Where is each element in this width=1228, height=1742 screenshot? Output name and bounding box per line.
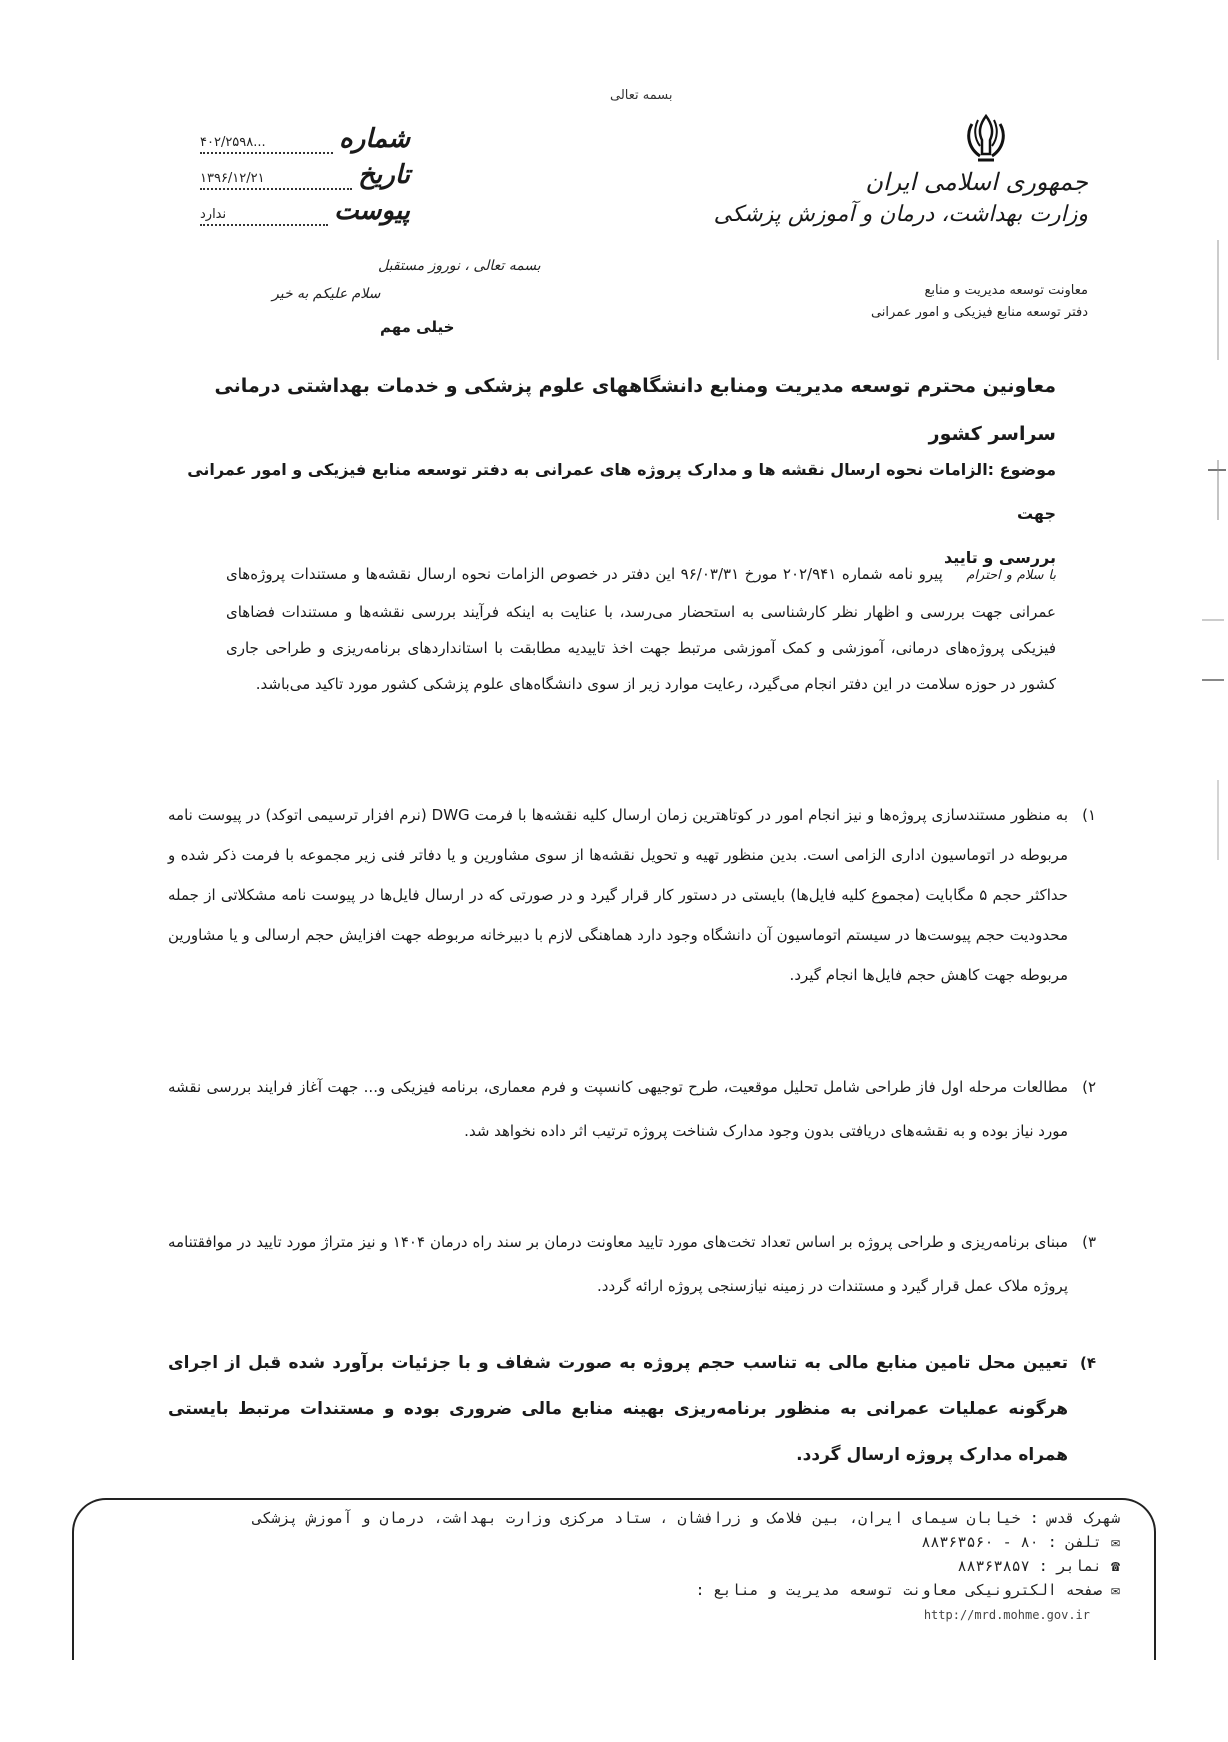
footer-url-row [110,1602,1120,1627]
letter-meta [200,118,410,226]
ministry-line2: وزارت بهداشت، درمان و آموزش پزشکی [713,202,1088,227]
item-text: به منظور مستندسازی پروژه‌ها و نیز انجام امور در کوتاهترین زمان ارسال کلیه نقشه‌ها با فرمت DWG (نرم افزار ترسیمی اتوکد) در پیوست نامه مربوطه در اتوماسیون اداری الزامی است. بدین منظور تهیه و تحویل نقشه‌ها از سوی مشاورین و یا دفاتر فنی زیر مجموعه با فرمت ذکر شده و حداکثر حجم ۵ مگابایت (مجموع کلیه فایل‌ها) بایستی در دستور کار قرار گیرد و در صورتی که در ارسال فایل‌ها در پیوست نامه مشکلاتی از جمله محدودیت حجم پیوست‌ها در سیستم اتوماسیون آن دانشگاه وجود دارد هماهنگی لازم با دبیرخانه مربوطه جهت افزایش حجم ارسالی و یا مشاورین مربوطه جهت کاهش حجم فایل‌ها انجام گیرد. [168,806,1069,984]
attachment-row [200,190,410,226]
subject-line1: موضوع :الزامات نحوه ارسال نقشه ها و مدارک پروژه های عمرانی به دفتر توسعه منابع فیزیکی و امور عمرانی جهت [187,460,1056,523]
priority-label: خیلی مهم [380,318,455,336]
item-number: ۴) [1079,1354,1096,1372]
scan-edge-marks [1188,240,1228,940]
footer-phone: ✉ تلفن : ۸۰ - ۸۸۳۶۳۵۶۰ [921,1533,1120,1551]
attachment-label: پیوست [334,196,410,226]
list-item [168,795,1096,995]
intro-text: پیرو نامه شماره ۲۰۲/۹۴۱ مورخ ۹۶/۰۳/۳۱ این دفتر در خصوص الزامات نحوه ارسال نقشه‌ها و مستندات پروژه‌های عمرانی جهت بررسی و اظهار نظر کارشناسی به استحضار می‌رسد، با عنایت به اینکه فرآیند بررسی نقشه‌ها و مستندات فضاهای فیزیکی پروژه‌های درمانی، آموزشی و کمک آموزشی مرتبط جهت اخذ تاییدیه مطابقت با استانداردهای برنامه‌ریزی و طراحی جاری کشور در حوزه سلامت در این دفتر انجام می‌گیرد، رعایت موارد زیر از سوی دانشگاه‌های علوم پزشکی کشور مورد تاکید می‌باشد. [226,565,1056,693]
fax-text: نمابر : ۸۸۳۶۳۸۵۷ [957,1557,1102,1575]
dept-line1: معاونت توسعه مدیریت و منابع [924,283,1088,298]
number-row [200,118,410,154]
handwritten-note-1: بسمه تعالی ، نوروز مستقبل [378,258,541,274]
number-label: شماره [339,124,410,154]
date-row [200,154,410,190]
ministry-header [714,168,1088,227]
recipient-line: معاونین محترم توسعه مدیریت ومنابع دانشگاههای علوم پزشکی و خدمات بهداشتی درمانی سراسر کشور [214,375,1056,445]
web-text: صفحه الکترونیکی معاونت توسعه مدیریت و منابع : [695,1581,1102,1599]
list-item [168,1065,1096,1153]
subject-line2: بررسی و تایید [944,548,1056,567]
footer-address: شهرک قدس : خیابان سیمای ایران، بین فلامک و زرافشان ، ستاد مرکزی وزارت بهداشت، درمان و آموزش پزشکی [253,1509,1120,1527]
department-header [871,280,1088,324]
item-number: ۲) [1082,1078,1096,1096]
list-item [168,1220,1096,1308]
footer-url[interactable]: http://mrd.mohme.gov.ir [923,1608,1090,1622]
phone-text: تلفن : ۸۰ - ۸۸۳۶۳۵۶۰ [921,1533,1102,1551]
bismillah: بسمه تعالی [610,88,673,103]
item-text: مطالعات مرحله اول فاز طراحی شامل تحلیل موقعیت، طرح توجیهی کانسپت و فرم معماری، برنامه فیزیکی و... جهت آغاز فرایند بررسی نقشه مورد نیاز بوده و به نقشه‌های دریافتی بدون وجود مدارک شناخت پروژه ترتیب اثر داده نخواهد شد. [168,1078,1068,1140]
intro-paragraph [226,556,1056,702]
item-text: تعیین محل تامین منابع مالی به تناسب حجم پروژه به صورت شفاف و با جزئیات برآورد شده قبل از اجرای هرگونه عملیات عمرانی به منظور برنامه‌ریزی بهینه منابع مالی ضروری بوده و مستندات مرتبط بایستی همراه مدارک پروژه ارسال گردد. [168,1353,1068,1465]
item-text: مبنای برنامه‌ریزی و طراحی پروژه بر اساس تعداد تخت‌های مورد تایید معاونت درمان بر سند راه درمان ۱۴۰۴ و نیز متراژ مورد تایید در موافقتنامه پروژه ملاک عمل قرار گیرد و مستندات در زمینه نیازسنجی پروژه ارائه گردد. [168,1233,1068,1295]
iran-emblem-icon [958,110,1014,166]
item-number: ۳) [1082,1233,1096,1251]
handwritten-note-2: سلام علیکم به خیر [272,286,381,302]
number-value: ۴۰۲/۲۵۹۸... [200,135,333,154]
dept-line2: دفتر توسعه منابع فیزیکی و امور عمرانی [870,305,1088,320]
date-label: تاریخ [358,160,410,190]
date-value: ۱۳۹۶/۱۲/۲۱ [200,171,352,190]
footer [110,1506,1120,1627]
salutation: با سلام و احترام [966,568,1057,583]
footer-fax: ☎ نمابر : ۸۸۳۶۳۸۵۷ [957,1557,1120,1575]
footer-web: ✉ صفحه الکترونیکی معاونت توسعه مدیریت و منابع : [695,1581,1120,1599]
list-item [168,1340,1096,1478]
item-number: ۱) [1082,806,1096,824]
ministry-line1: جمهوری اسلامی ایران [865,168,1088,196]
attachment-value: ندارد [200,207,328,226]
